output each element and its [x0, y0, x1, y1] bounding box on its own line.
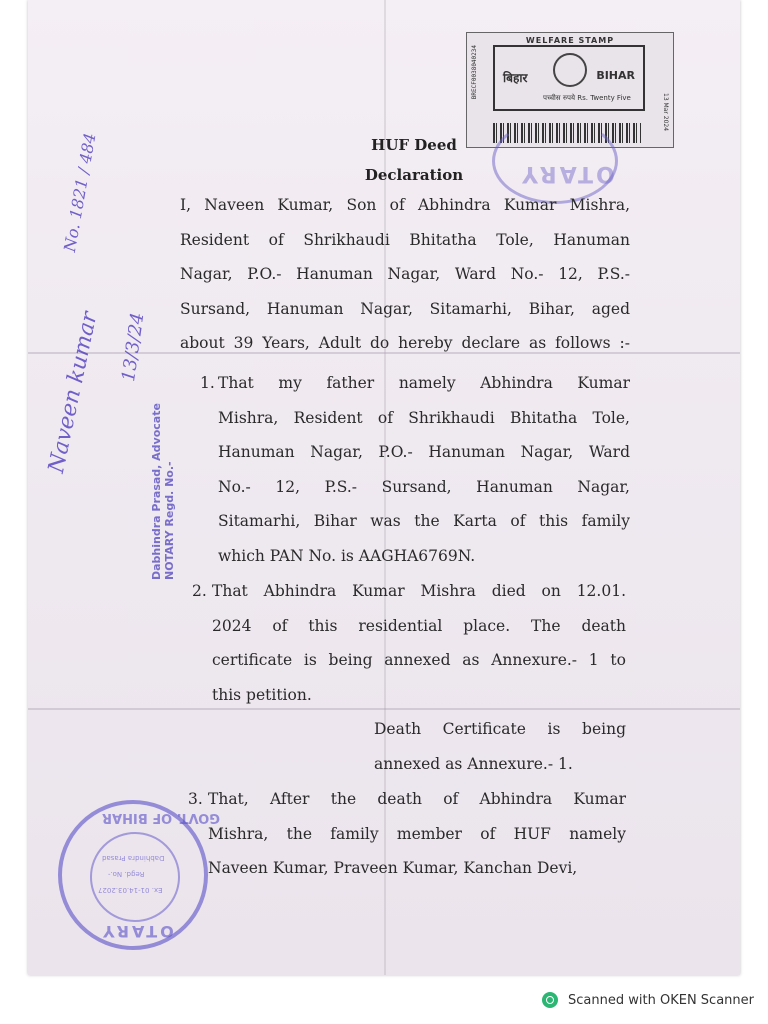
intro-line: Nagar, P.O.- Hanuman Nagar, Ward No.- 12, P.S.- — [180, 265, 630, 283]
stamp-value: पच्चीस रुपये Rs. Twenty Five — [543, 94, 631, 102]
seal-expiry: Ex. 01-14.03.2027 — [98, 886, 163, 894]
document-title: HUF Deed — [371, 136, 457, 154]
clause-line: No.- 12, P.S.- Sursand, Hanuman Nagar, — [218, 477, 630, 496]
clause-line: That, After the death of Abhindra Kumar — [208, 790, 626, 808]
seal-ring-text: GOVT. OF BIHAR — [102, 810, 220, 825]
annex-line: annexed as Annexure.- 1. — [374, 754, 573, 773]
clause-2 — [212, 574, 626, 712]
intro-line: Sursand, Hanuman Nagar, Sitamarhi, Bihar, aged — [180, 299, 630, 318]
stamp-state: BIHAR — [596, 69, 635, 82]
intro-paragraph — [180, 188, 630, 361]
margin-date: 13/3/24 — [118, 311, 149, 383]
annex-note — [374, 712, 626, 781]
clause-line: That Abhindra Kumar Mishra died on 12.01. — [212, 582, 626, 600]
scanner-watermark — [542, 990, 754, 1010]
clause-line: which PAN No. is AAGHA6769N. — [218, 546, 476, 565]
clause-3 — [208, 782, 626, 886]
scanner-label: Scanned with OKEN Scanner — [568, 992, 754, 1008]
clause-line: this petition. — [212, 685, 312, 704]
intro-line: I, Naveen Kumar, Son of Abhindra Kumar Mishra, — [180, 196, 630, 214]
clause-line: Hanuman Nagar, P.O.- Hanuman Nagar, Ward — [218, 443, 630, 461]
stamp-date: 13 Mar 2024 — [662, 93, 669, 132]
document-subtitle: Declaration — [364, 166, 464, 184]
seal-name: Dabhindra Prasad — [102, 854, 165, 862]
margin-stamp-line: Dabhindra Prasad, Advocate — [150, 403, 163, 580]
intro-line: about 39 Years, Adult do hereby declare as follows :- — [180, 334, 630, 352]
stamp-code: BRECF0038040234 — [471, 45, 478, 100]
margin-notary-stamp — [150, 403, 176, 580]
emblem-icon — [553, 53, 587, 87]
clause-line: That my father namely Abhindra Kumar — [218, 374, 630, 392]
seal-bottom-text: OTARY — [100, 922, 174, 941]
clause-number: 3. — [188, 790, 203, 808]
intro-line: Resident of Shrikhaudi Bhitatha Tole, Hanuman — [180, 230, 630, 249]
scanner-logo-icon — [542, 992, 558, 1008]
clause-line: Mishra, the family member of HUF namely — [208, 824, 626, 843]
notary-seal-bottom — [58, 800, 220, 950]
stamp-frame — [493, 45, 645, 111]
clause-line: Mishra, Resident of Shrikhaudi Bhitatha Tole, — [218, 408, 630, 427]
margin-serial: No. 1821 / 484 — [60, 131, 100, 254]
clause-number: 2. — [192, 582, 207, 600]
notary-seal-text: OTARY — [519, 161, 615, 186]
clause-line: Naveen Kumar, Praveen Kumar, Kanchan Devi, — [208, 859, 578, 877]
margin-stamp-line: NOTARY Regd. No.- — [163, 461, 176, 580]
stamp-title: WELFARE STAMP — [525, 36, 615, 45]
clause-line: Sitamarhi, Bihar was the Karta of this family — [218, 512, 630, 530]
margin-signature: Naveen kumar — [44, 309, 103, 476]
clause-1 — [218, 366, 630, 573]
annex-line: Death Certificate is being — [374, 720, 626, 738]
clause-number: 1. — [200, 374, 215, 392]
seal-inner-ring — [90, 832, 180, 922]
seal-detail: Regd. No.- — [108, 870, 145, 878]
clause-line: 2024 of this residential place. The death — [212, 616, 626, 635]
clause-line: certificate is being annexed as Annexure.- 1 to — [212, 651, 626, 669]
stamp-hindi-text: बिहार — [503, 71, 528, 85]
